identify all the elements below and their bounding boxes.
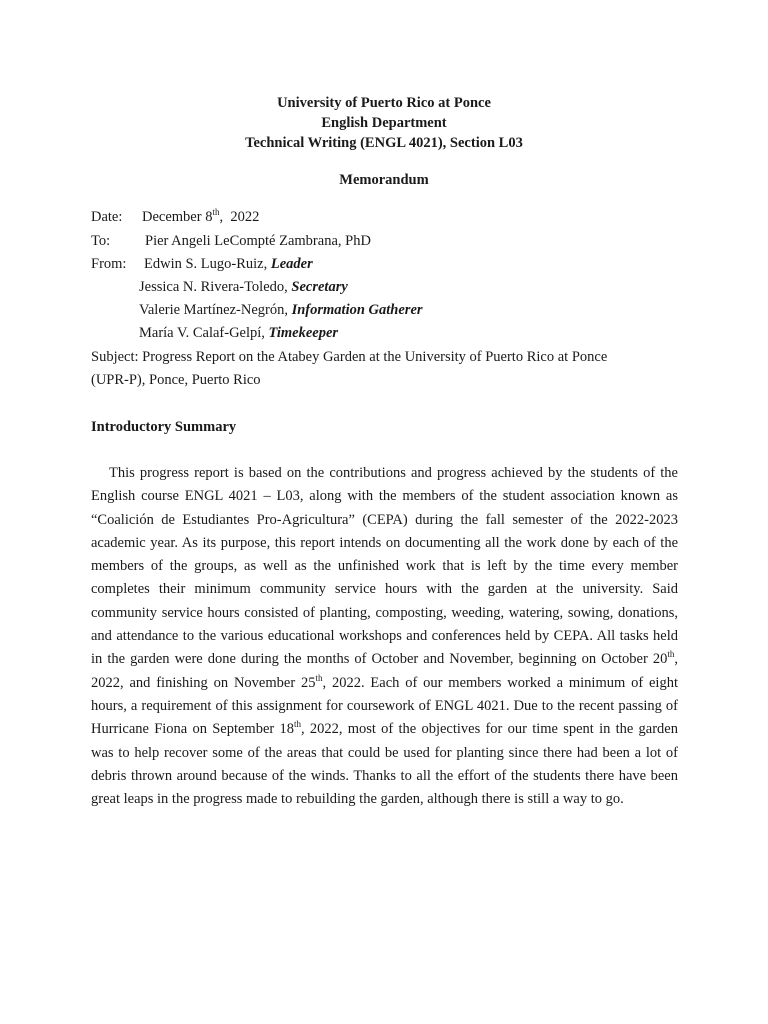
memo-subject-line: (UPR-P), Ponce, Puerto Rico <box>91 372 261 388</box>
to-label: To: <box>91 233 111 249</box>
memo-subject-line: Subject: Progress Report on the Atabey Garden at the University of Puerto Rico at Ponce <box>91 349 608 365</box>
document-header <box>0 93 768 153</box>
from-member: Jessica N. Rivera-Toledo, Secretary <box>139 279 348 295</box>
memo-title: Memorandum <box>339 172 429 188</box>
section-title: Introductory Summary <box>91 419 237 435</box>
from-member: Edwin S. Lugo-Ruiz, Leader <box>144 256 313 272</box>
memo-to-row <box>91 231 371 251</box>
from-member: Valerie Martínez-Negrón, Information Gatherer <box>139 302 423 318</box>
date-label: Date: <box>91 209 123 225</box>
to-value: Pier Angeli LeCompté Zambrana, PhD <box>145 233 371 249</box>
memo-date-row <box>91 207 260 227</box>
introductory-summary-paragraph: This progress report is based on the contributions and progress achieved by the students of the English course ENGL 4021 – L03, along with the members of the student association known as “Coalición de Estudiantes Pro-Agricultura” (CEPA) during the fall semester of the 2022-2023 academic year. As its purpose, this report intends on documenting all the work done by each of the members of the groups, as well as the unfinished work that is left by the time every member completes their minimum community service hours with the garden at the university. Said community service hours consisted of planting, composting, weeding, watering, sowing, donations, and attendance to the various educational workshops and conferences held by CEPA. All tasks held in the garden were done during the months of October and November, beginning on October 20th, 2022, and finishing on November 25th, 2022. Each of our members worked a minimum of eight hours, a requirement of this assignment for coursework of ENGL 4021. Due to the recent passing of Hurricane Fiona on September 18th, 2022, most of the objectives for our time spent in the garden was to help recover some of the areas that could be used for planting since there had been a lot of debris thrown around because of the winds. Thanks to all the effort of the students there have been great leaps in the progress made to rebuilding the garden, although there is still a way to go. <box>91 465 678 808</box>
course-name: Technical Writing (ENGL 4021), Section L03 <box>245 135 523 151</box>
date-value: December 8th, 2022 <box>142 207 260 225</box>
from-label: From: <box>91 256 127 272</box>
university-name: University of Puerto Rico at Ponce <box>277 95 491 111</box>
department-name: English Department <box>321 115 447 131</box>
from-member: María V. Calaf-Gelpí, Timekeeper <box>139 325 339 341</box>
memo-from-row <box>91 254 313 274</box>
